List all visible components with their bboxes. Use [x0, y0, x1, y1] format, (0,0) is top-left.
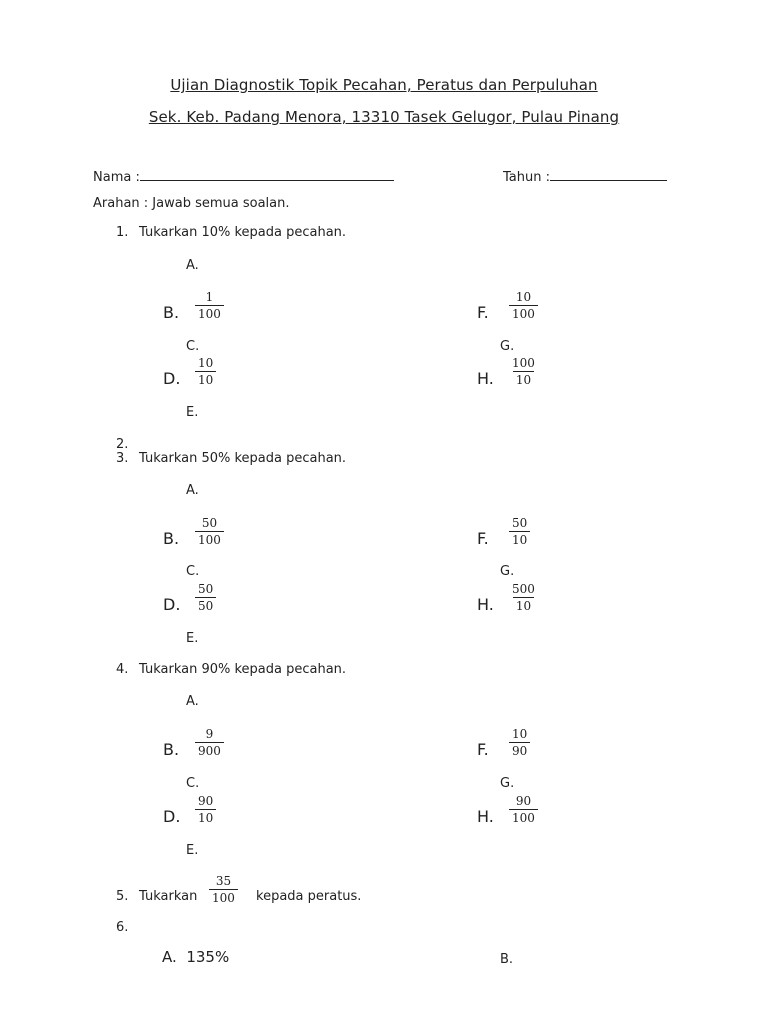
q3-option-b: B.	[163, 529, 180, 548]
q4-option-h: H.	[477, 807, 494, 826]
q4-option-a: A.	[186, 694, 199, 709]
numerator: 50	[198, 582, 214, 596]
q4-option-d: D.	[163, 807, 181, 826]
q1-option-f: F.	[477, 303, 489, 322]
numerator: 50	[201, 516, 218, 530]
q3-option-c: C.	[186, 564, 200, 579]
q3-option-a: A.	[186, 483, 199, 498]
q1-fraction-b	[195, 290, 224, 322]
year-label: Tahun :	[503, 170, 550, 185]
q4-number: 4.	[116, 662, 129, 677]
q6-option-b: B.	[500, 952, 514, 967]
name-blank-line[interactable]	[140, 169, 394, 181]
denominator: 10	[195, 809, 216, 826]
q1-option-c: C.	[186, 339, 200, 354]
q3-fraction-b	[195, 516, 224, 548]
q1-option-h: H.	[477, 369, 494, 388]
q4-option-e: E.	[186, 843, 199, 858]
q5-text-post: kepada peratus.	[256, 889, 362, 904]
denominator: 100	[195, 305, 224, 322]
q6-option-a	[162, 948, 229, 966]
q4-fraction-d	[195, 794, 216, 826]
numerator: 50	[512, 516, 528, 530]
q4-text: Tukarkan 90% kepada pecahan.	[139, 662, 347, 677]
page-title: Ujian Diagnostik Topik Pecahan, Peratus dan Perpuluhan	[170, 76, 598, 94]
q4-fraction-b	[195, 727, 224, 759]
q6-option-a-value: 135%	[186, 948, 230, 966]
q3-option-d: D.	[163, 595, 181, 614]
q5-fraction	[209, 874, 238, 906]
denominator: 10	[509, 531, 530, 548]
denominator: 100	[509, 305, 538, 322]
q3-option-h: H.	[477, 595, 494, 614]
numerator: 9	[205, 727, 214, 741]
denominator: 90	[509, 742, 530, 759]
numerator: 90	[515, 794, 532, 808]
q1-number: 1.	[116, 225, 129, 240]
q1-option-g: G.	[500, 339, 515, 354]
q1-text: Tukarkan 10% kepada pecahan.	[139, 225, 347, 240]
q3-option-f: F.	[477, 529, 489, 548]
numerator: 1	[205, 290, 214, 304]
q4-option-c: C.	[186, 776, 200, 791]
q6-number: 6.	[116, 920, 129, 935]
denominator: 10	[513, 597, 534, 614]
q4-option-f: F.	[477, 740, 489, 759]
denominator: 50	[195, 597, 216, 614]
q5-text-pre: Tukarkan	[139, 889, 198, 904]
q1-fraction-h	[509, 356, 538, 388]
q4-option-g: G.	[500, 776, 515, 791]
name-label: Nama :	[93, 170, 140, 185]
numerator: 90	[198, 794, 214, 808]
q3-number: 3.	[116, 451, 129, 466]
q5-number: 5.	[116, 889, 129, 904]
denominator: 100	[195, 531, 224, 548]
denominator: 900	[195, 742, 224, 759]
q4-fraction-h	[509, 794, 538, 826]
q3-option-g: G.	[500, 564, 515, 579]
numerator: 500	[512, 582, 535, 596]
denominator: 100	[509, 809, 538, 826]
year-blank-line[interactable]	[550, 169, 667, 181]
year-field[interactable]	[503, 169, 667, 185]
denominator: 10	[513, 371, 534, 388]
numerator: 35	[215, 874, 232, 888]
q6-option-a-label: A.	[162, 948, 177, 966]
q4-fraction-f	[509, 727, 530, 759]
numerator: 100	[512, 356, 535, 370]
instruction: Arahan : Jawab semua soalan.	[93, 196, 290, 211]
q3-fraction-d	[195, 582, 216, 614]
q1-option-d: D.	[163, 369, 181, 388]
q3-fraction-h	[509, 582, 538, 614]
denominator: 10	[195, 371, 216, 388]
q1-fraction-d	[195, 356, 216, 388]
school-address: Sek. Keb. Padang Menora, 13310 Tasek Gelugor, Pulau Pinang	[148, 108, 620, 126]
numerator: 10	[515, 290, 532, 304]
q1-option-e: E.	[186, 405, 199, 420]
q1-option-a: A.	[186, 258, 199, 273]
q1-option-b: B.	[163, 303, 180, 322]
name-field[interactable]	[93, 169, 394, 185]
q3-text: Tukarkan 50% kepada pecahan.	[139, 451, 347, 466]
q3-fraction-f	[509, 516, 530, 548]
numerator: 10	[512, 727, 528, 741]
q2-number: 2.	[116, 437, 129, 452]
numerator: 10	[198, 356, 214, 370]
denominator: 100	[209, 889, 238, 906]
q1-fraction-f	[509, 290, 538, 322]
q3-option-e: E.	[186, 631, 199, 646]
q4-option-b: B.	[163, 740, 180, 759]
